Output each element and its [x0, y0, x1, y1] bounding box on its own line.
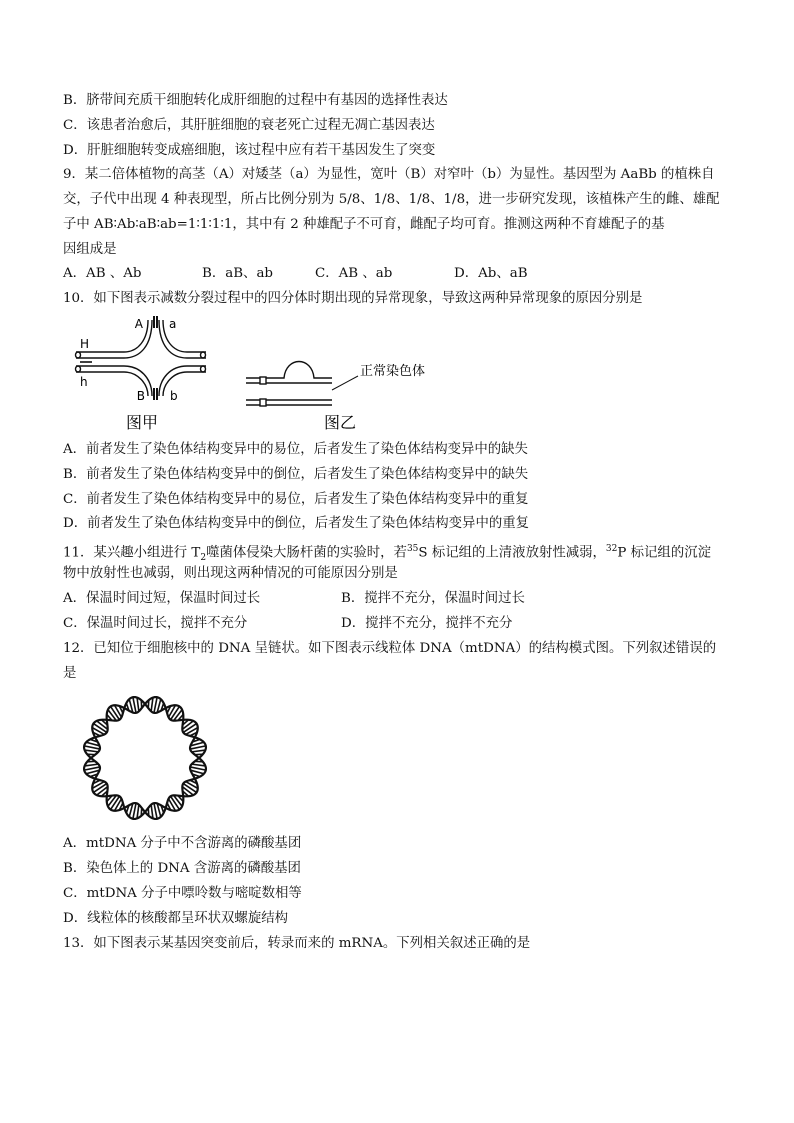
q9-option-c: C．AB 、ab [315, 266, 393, 281]
base-pair-rung [84, 767, 100, 770]
q11-option-b: B．搅拌不充分，保温时间过长 [341, 591, 525, 606]
q11-options-row-1 [63, 590, 525, 608]
base-pair-rung [85, 750, 99, 752]
normal-chromosome-label: 正常染色体 [360, 364, 426, 379]
q12-option-c: C．mtDNA 分子中嘌呤数与嘧啶数相等 [63, 886, 302, 901]
figure-yi-diagram [246, 362, 358, 407]
base-pair-rung [141, 700, 142, 708]
base-pair-rung [137, 805, 139, 819]
base-pair-rung [151, 698, 153, 712]
mtdna-ring-figure [70, 690, 220, 826]
q9-option-b: B．aB、ab [202, 266, 274, 281]
q8-option-c: C．该患者治愈后，其肝脏细胞的衰老死亡过程无凋亡基因表达 [63, 118, 435, 133]
q9-stem-line-4: 因组成是 [63, 242, 117, 257]
base-pair-rung [137, 698, 139, 712]
q11-stem-line-1: 11．某兴趣小组进行 $T_2$噬菌体侵染大肠杆菌的实验时，若$^{35}$S 标记组的上清液放射性减弱，$^{32}$P 标记组的沉淀 [63, 544, 711, 564]
base-pair-rung [85, 764, 99, 766]
q9-stem-line-1: 9．某二倍体植物的高茎（A）对矮茎（a）为显性，宽叶（B）对窄叶（b）为显性。基因型为 AaBb 的植株自 [63, 167, 715, 182]
base-pair-rung [190, 746, 206, 749]
base-pair-rung [192, 764, 206, 766]
base-pair-rung [192, 750, 206, 752]
q9-options [63, 265, 528, 283]
q8-option-d: D．肝脏细胞转变成癌细胞，该过程中应有若干基因发生了突变 [63, 143, 436, 158]
base-pair-rung [148, 808, 149, 816]
q9-stem-line-2: 交，子代中出现 4 种表现型，所占比例分别为 5/8、1/8、1/8、1/8，进一步研究发现，该植株产生的雌、雄配 [63, 192, 720, 207]
label-B: B [136, 389, 145, 403]
base-pair-rung [133, 697, 136, 713]
q13-stem: 13．如下图表示某基因突变前后，转录而来的 mRNA。下列相关叙述正确的是 [63, 936, 531, 951]
base-pair-rung [133, 803, 136, 819]
q10-option-a: A．前者发生了染色体结构变异中的易位，后者发生了染色体结构变异中的缺失 [63, 442, 528, 457]
base-pair-rung [87, 761, 95, 762]
base-pair-rung [195, 761, 203, 762]
q10-option-d: D．前者发生了染色体结构变异中的倒位，后者发生了染色体结构变异中的重复 [63, 516, 530, 531]
base-pair-rung [87, 754, 95, 755]
q12-option-d: D．线粒体的核酸都呈环状双螺旋结构 [63, 911, 288, 926]
base-pair-rung [141, 808, 142, 816]
q10-option-b: B．前者发生了染色体结构变异中的倒位，后者发生了染色体结构变异中的缺失 [63, 467, 529, 482]
label-A: A [134, 317, 143, 331]
q11-options-row-2 [63, 615, 512, 633]
figure-jia-caption: 图甲 [126, 413, 159, 432]
q11-option-c: C．保温时间过长，搅拌不充分 [63, 616, 248, 631]
q8-option-b: B．脐带间充质干细胞转化成肝细胞的过程中有基因的选择性表达 [63, 93, 448, 108]
dna-strand-2 [84, 697, 206, 819]
base-pair-rung [84, 746, 100, 749]
label-h: h [80, 375, 88, 389]
q9-option-d: D．Ab、aB [454, 266, 528, 281]
label-H: H [80, 337, 90, 351]
base-pair-rung [151, 805, 153, 819]
q11-option-d: D．搅拌不充分，搅拌不充分 [341, 616, 513, 631]
dna-strand-1 [84, 697, 206, 819]
base-pair-rung [190, 767, 206, 770]
q11-option-a: A．保温时间过短，保温时间过长 [63, 591, 261, 606]
base-pair-rung [154, 697, 157, 713]
q10-option-c: C．前者发生了染色体结构变异中的易位，后者发生了染色体结构变异中的重复 [63, 492, 529, 507]
figure-yi-caption: 图乙 [324, 413, 357, 432]
q11-stem-line-2: 物中放射性也减弱，则出现这两种情况的可能原因分别是 [63, 566, 398, 581]
q12-option-b: B．染色体上的 DNA 含游离的磷酸基团 [63, 861, 301, 876]
base-pair-rung [195, 754, 203, 755]
q9-stem-line-3: 子中 AB∶Ab∶aB∶ab=1∶1∶1∶1，其中有 2 种雄配子不可育，雌配子均可育。推测这两种不育雄配子的基 [63, 217, 665, 232]
q12-option-a: A．mtDNA 分子中不含游离的磷酸基团 [63, 836, 302, 851]
q12-stem-line-1: 12．已知位于细胞核中的 DNA 呈链状。如下图表示线粒体 DNA（mtDNA）的结构模式图。下列叙述错误的 [63, 641, 717, 656]
q9-option-a: A．AB 、Ab [63, 266, 142, 281]
q10-figure [66, 312, 466, 434]
base-pair-rung [154, 803, 157, 819]
label-b: b [170, 389, 178, 403]
label-a: a [169, 317, 177, 331]
q12-stem-line-2: 是 [63, 666, 77, 681]
base-pair-rung [148, 700, 149, 708]
q10-stem: 10．如下图表示减数分裂过程中的四分体时期出现的异常现象，导致这两种异常现象的原因分别是 [63, 291, 643, 306]
